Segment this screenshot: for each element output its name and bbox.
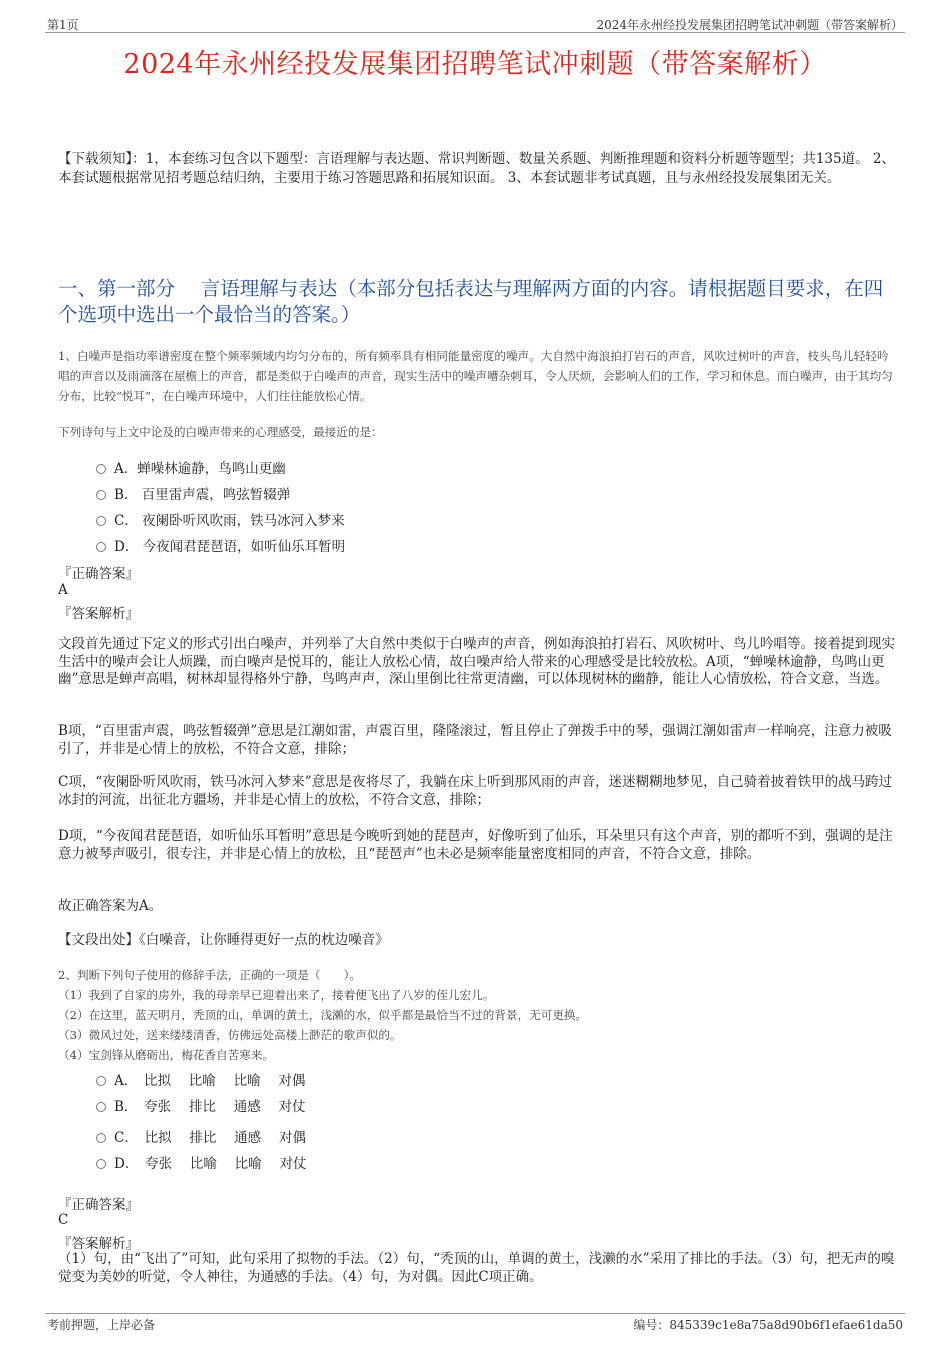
q1-option-c[interactable] (96, 509, 345, 529)
option-label: A．蝉噪林逾静，鸟鸣山更幽 (114, 461, 286, 477)
q2-line-3: （3）微风过处，送来缕缕清香，仿佛远处高楼上渺茫的歌声似的。 (58, 1028, 402, 1042)
footer-slogan: 考前押题，上岸必备 (47, 1318, 156, 1332)
q1-answer-label: 『正确答案』 (58, 566, 139, 582)
q1-source: 【文段出处】《白噪音，让你睡得更好一点的枕边噪音》 (58, 932, 389, 948)
radio-icon[interactable] (96, 1102, 106, 1112)
radio-icon[interactable] (96, 516, 106, 526)
q1-prompt: 下列诗句与上文中论及的白噪声带来的心理感受，最接近的是： (58, 425, 383, 439)
header-doc-title: 2024年永州经投发展集团招聘笔试冲刺题（带答案解析） (596, 18, 903, 32)
option-label: B． 夸张 排比 通感 对仗 (114, 1099, 306, 1115)
q2-line-2: （2）在这里，蓝天明月，秃顶的山，单调的黄土，浅濑的水，似乎都是最恰当不过的背景，无可更换。 (58, 1008, 588, 1022)
q2-analysis-label: 『答案解析』 (58, 1236, 139, 1252)
q1-option-a[interactable] (96, 457, 286, 477)
q2-line-4: （4）宝剑锋从磨砺出，梅花香自苦寒来。 (58, 1048, 275, 1062)
q1-analysis-1: 文段首先通过下定义的形式引出白噪声，并列举了大自然中类似于白噪声的声音，例如海浪拍打岩石、风吹树叶、鸟儿吟唱等。接着提到现实生活中的噪声会让人烦躁，而白噪声是悦耳的，能让人放松心情，故白噪声给人带来的心理感受是比较放松。A项，“蝉噪林逾静，鸟鸣山更幽”意思是蝉声高唱，树林却显得格外宁静，鸟鸣声声，深山里倒比往常更清幽，可以体现树林的幽静，能让人心情放松，符合文意，当选。 (58, 636, 895, 687)
page-footer (45, 1313, 905, 1332)
footer-code-label: 编号： (633, 1318, 670, 1332)
q2-option-d[interactable] (96, 1152, 306, 1172)
section-heading: 一、第一部分 言语理解与表达（本部分包括表达与理解两方面的内容。请根据题目要求，在四个选项中选出一个最恰当的答案。） (58, 277, 884, 326)
radio-icon[interactable] (96, 1133, 106, 1143)
q1-analysis-label: 『答案解析』 (58, 606, 139, 622)
document-title: 2024年永州经投发展集团招聘笔试冲刺题（带答案解析） (123, 49, 827, 80)
radio-icon[interactable] (96, 464, 106, 474)
footer-code (633, 1316, 903, 1333)
page-header (45, 14, 905, 33)
q2-stem: 2、判断下列句子使用的修辞手法，正确的一项是（ ）。 (58, 968, 362, 982)
q1-option-b[interactable] (96, 483, 290, 503)
radio-icon[interactable] (96, 490, 106, 500)
q2-option-b[interactable] (96, 1095, 306, 1115)
option-label: A． 比拟 比喻 比喻 对偶 (114, 1073, 306, 1089)
q2-option-a[interactable] (96, 1069, 305, 1089)
q2-option-c[interactable] (96, 1126, 306, 1146)
option-label: D． 夸张 比喻 比喻 对仗 (114, 1156, 307, 1172)
q1-analysis-5: 故正确答案为A。 (58, 898, 163, 914)
download-notice: 【下载须知】：1，本套练习包含以下题型：言语理解与表达题、常识判断题、数量关系题、判断推理题和资料分析题等题型；共135道。 2、本套试题根据常见招考题总结归纳，主要用于练习答题思路和拓展知识面。 3、本套试题非考试真题，且与永州经投发展集团无关。 (58, 151, 895, 186)
radio-icon[interactable] (96, 1159, 106, 1169)
q2-line-1: （1）我到了自家的房外，我的母亲早已迎着出来了，接着便飞出了八岁的侄儿宏儿。 (58, 988, 495, 1002)
radio-icon[interactable] (96, 542, 106, 552)
footer-code-value: 845339c1e8a75a8d90b6f1efae61da50 (669, 1318, 903, 1332)
radio-icon[interactable] (96, 1076, 106, 1086)
q2-analysis: （1）句，由“飞出了”可知，此句采用了拟物的手法。（2）句，“秃顶的山，单调的黄土，浅濑的水”采用了排比的手法。（3）句，把无声的嗅觉变为美妙的听觉，令人神往，为通感的手法。（4）句，为对偶。因此C项正确。 (58, 1251, 895, 1285)
q2-answer-label: 『正确答案』 (58, 1197, 139, 1213)
q1-analysis-2: B项，“百里雷声震，鸣弦暂辍弹”意思是江潮如雷，声震百里，隆隆滚过，暂且停止了弹拨手中的琴，强调江潮如雷声一样响亮，注意力被吸引了，并非是心情上的放松，不符合文意，排除； (58, 723, 892, 757)
q1-stem: 1、白噪声是指功率谱密度在整个频率频域内均匀分布的，所有频率具有相同能量密度的噪声。大自然中海浪拍打岩石的声音，风吹过树叶的声音，枝头鸟儿轻轻吟唱的声音以及雨滴落在屋檐上的声音，都是类似于白噪声的声音，现实生活中的噪声嘈杂刺耳，令人厌烦，会影响人们的工作，学习和休息。而白噪声，由于其均匀分布，比较“悦耳”，在白噪声环境中，人们往往能放松心情。 (58, 349, 893, 403)
option-label: C． 比拟 排比 通感 对偶 (114, 1130, 306, 1146)
option-label: B． 百里雷声震，鸣弦暂辍弹 (114, 487, 291, 503)
option-label: D． 今夜闻君琵琶语，如听仙乐耳暂明 (114, 539, 346, 555)
page-number: 第1页 (47, 18, 79, 32)
q1-answer: A (58, 582, 68, 598)
q1-analysis-3: C项，“夜阑卧听风吹雨，铁马冰河入梦来”意思是夜将尽了，我躺在床上听到那风雨的声音，迷迷糊糊地梦见，自己骑着披着铁甲的战马跨过冰封的河流，出征北方疆场，并非是心情上的放松，不符合文意，排除； (58, 774, 893, 808)
q2-answer: C (58, 1212, 69, 1228)
option-label: C． 夜阑卧听风吹雨，铁马冰河入梦来 (114, 513, 345, 529)
q1-option-d[interactable] (96, 535, 345, 555)
q1-analysis-4: D项，“今夜闻君琵琶语，如听仙乐耳暂明”意思是今晚听到她的琵琶声，好像听到了仙乐，耳朵里只有这个声音，别的都听不到，强调的是注意力被琴声吸引，很专注，并非是心情上的放松，且“琵琶声”也未必是频率能量密度相同的声音，不符合文意，排除。 (58, 828, 893, 862)
